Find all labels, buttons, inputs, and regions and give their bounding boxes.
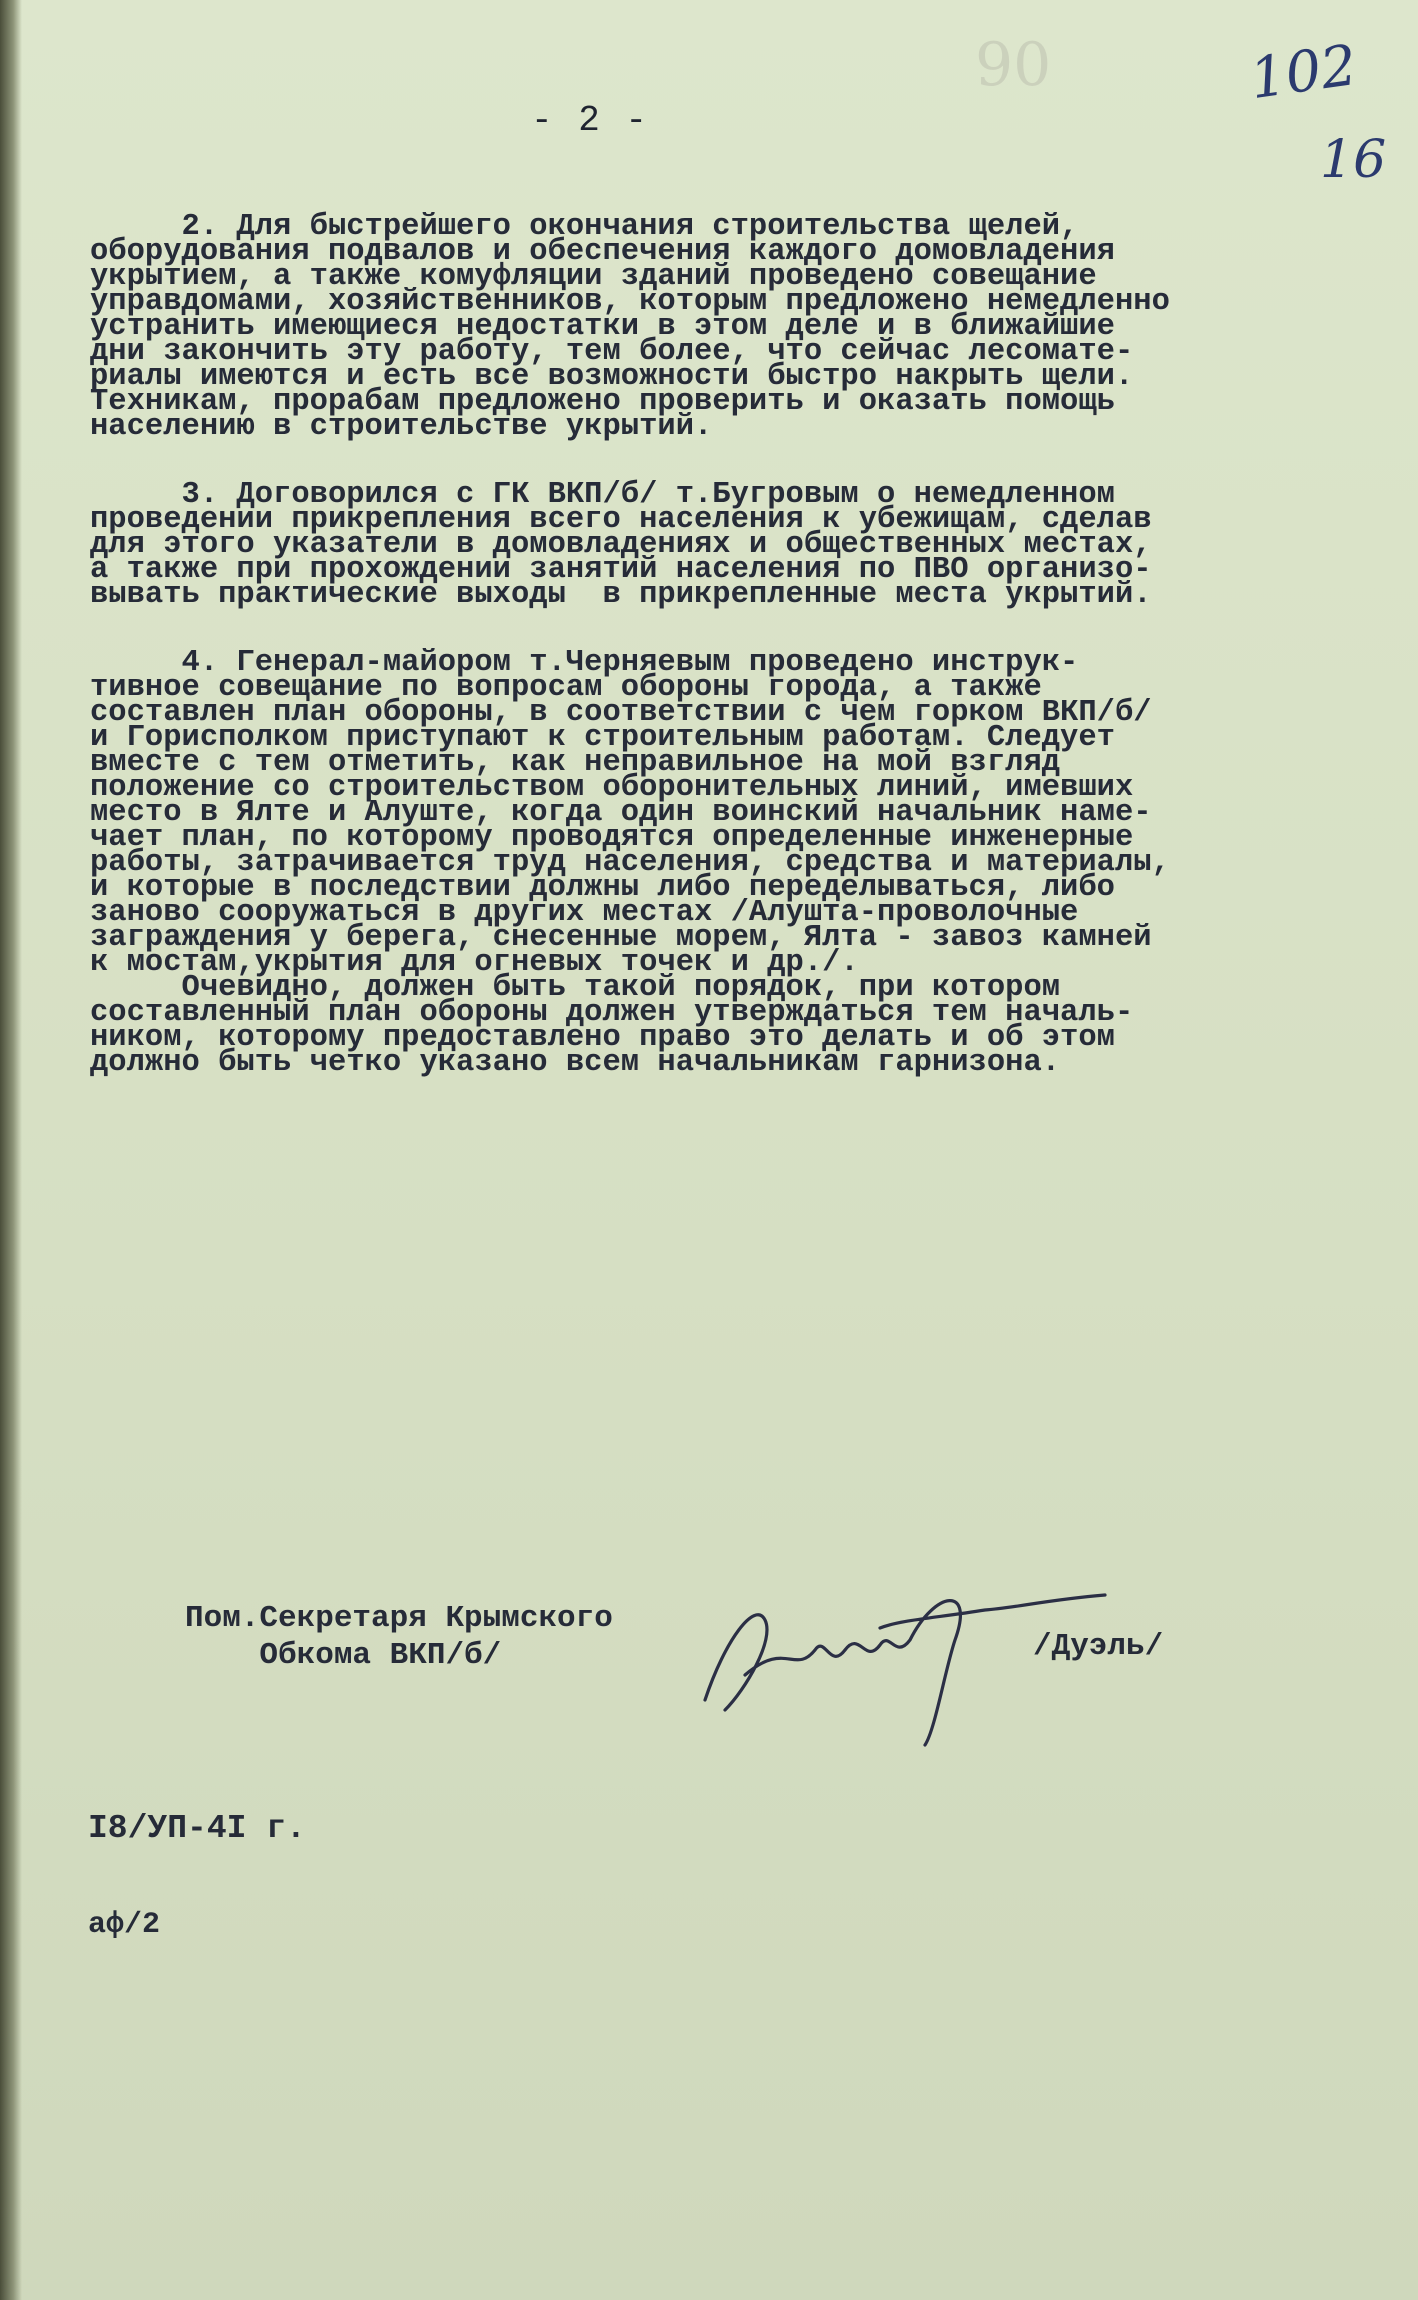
- scan-edge-shadow: [0, 0, 22, 2300]
- text-line: ником, которому предоставлено право это делать и об этом: [90, 1021, 1115, 1055]
- text-line: чает план, по которому проводятся определенные инженерные: [90, 821, 1134, 855]
- text-line: должно быть четко указано всем начальникам гарнизона.: [90, 1046, 1061, 1080]
- page-number: - 2 -: [530, 100, 650, 141]
- paragraph: [90, 478, 1390, 612]
- text-line: для этого указатели в домовладениях и общественных местах,: [90, 528, 1152, 562]
- text-line: оборудования подвалов и обеспечения каждого домовладения: [90, 235, 1115, 269]
- paragraph: [90, 210, 1390, 444]
- signatory-title-line-2: Обкома ВКП/б/: [185, 1638, 502, 1673]
- text-line: составленный план обороны должен утверждаться тем началь-: [90, 996, 1134, 1030]
- text-line: 4. Генерал-майором т.Черняевым проведено инструк-: [90, 646, 1079, 680]
- text-line: заново сооружаться в других местах /Алушта-проволочные: [90, 896, 1079, 930]
- text-line: и Горисполком приступают к строительным работам. Следует: [90, 721, 1115, 755]
- text-line: проведении прикрепления всего населения к убежищам, сделав: [90, 503, 1152, 537]
- text-line: 2. Для быстрейшего окончания строительства щелей,: [90, 210, 1079, 244]
- text-line: Техникам, прорабам предложено проверить и оказать помощь: [90, 385, 1115, 419]
- text-line: населению в строительстве укрытий.: [90, 410, 713, 444]
- signatory-name: /Дуэль/: [1033, 1629, 1164, 1664]
- text-line: и которые в последствии должны либо переделываться, либо: [90, 871, 1115, 905]
- text-line: место в Ялте и Алуште, когда один воинский начальник наме-: [90, 796, 1152, 830]
- signature-block: [185, 1600, 1285, 1800]
- text-line: вывать практические выходы в прикрепленные места укрытий.: [90, 578, 1152, 612]
- document-body: [90, 210, 1390, 1119]
- text-line: заграждения у берега, снесенные морем, Ялта - завоз камней: [90, 921, 1152, 955]
- text-line: управдомами, хозяйственников, которым предложено немедленно: [90, 285, 1170, 319]
- handwritten-signature: [685, 1580, 1145, 1750]
- text-line: устранить имеющиеся недостатки в этом деле и в ближайшие: [90, 310, 1115, 344]
- text-line: к мостам,укрытия для огневых точек и др./.: [90, 946, 859, 980]
- pencil-annotation: 90: [975, 30, 1052, 100]
- archive-number-handwritten: 102: [1245, 32, 1361, 113]
- file-code: аф/2: [88, 1908, 161, 1942]
- text-line: составлен план обороны, в соответствии с чем горком ВКП/б/: [90, 696, 1152, 730]
- text-line: укрытием, а также комуфляции зданий проведено совещание: [90, 260, 1097, 294]
- signatory-title: [185, 1600, 613, 1674]
- text-line: а также при прохождении занятий населения по ПВО организо-: [90, 553, 1152, 587]
- text-line: 3. Договорился с ГК ВКП/б/ т.Бугровым о немедленном: [90, 478, 1115, 512]
- paragraph: [90, 646, 1390, 1080]
- text-line: тивное совещание по вопросам обороны города, а также: [90, 671, 1042, 705]
- text-line: положение со строительством оборонительных линий, имевших: [90, 771, 1134, 805]
- text-line: вместе с тем отметить, как неправильное на мой взгляд: [90, 746, 1061, 780]
- text-line: работы, затрачивается труд населения, средства и материалы,: [90, 846, 1170, 880]
- signatory-title-line-1: Пом.Секретаря Крымского: [185, 1601, 613, 1636]
- document-date: I8/УП-4I г.: [88, 1810, 306, 1847]
- text-line: дни закончить эту работу, тем более, что сейчас лесомате-: [90, 335, 1134, 369]
- text-line: Очевидно, должен быть такой порядок, при котором: [90, 971, 1061, 1005]
- text-line: риалы имеются и есть все возможности быстро накрыть щели.: [90, 360, 1134, 394]
- sheet-number-handwritten: 16: [1320, 130, 1387, 190]
